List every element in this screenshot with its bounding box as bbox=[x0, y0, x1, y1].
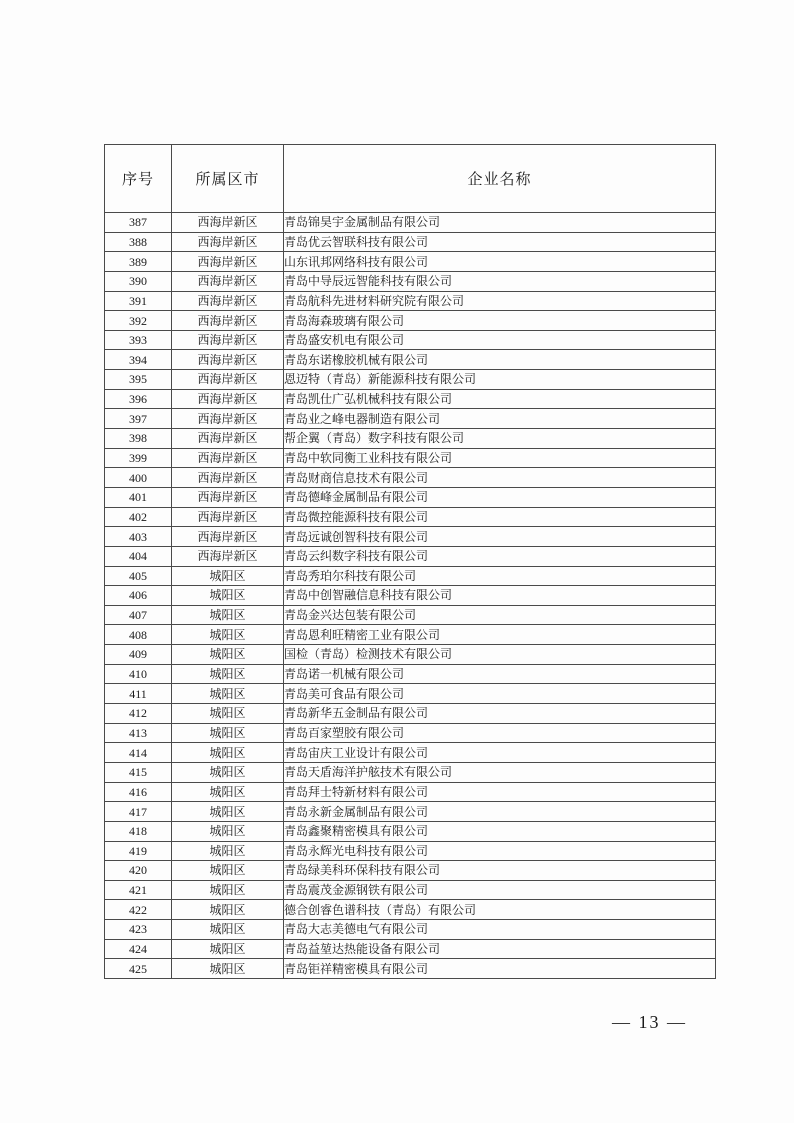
table-row bbox=[105, 468, 716, 488]
row-serial-number: 418 bbox=[105, 821, 172, 841]
table-row bbox=[105, 939, 716, 959]
row-company-name: 青岛宙庆工业设计有限公司 bbox=[284, 743, 716, 763]
row-company-name: 青岛大志美德电气有限公司 bbox=[284, 920, 716, 940]
header-company-name: 企业名称 bbox=[284, 145, 716, 213]
row-company-name: 山东讯邦网络科技有限公司 bbox=[284, 252, 716, 272]
row-company-name: 德合创睿色谱科技（青岛）有限公司 bbox=[284, 900, 716, 920]
row-serial-number: 398 bbox=[105, 429, 172, 449]
row-serial-number: 421 bbox=[105, 880, 172, 900]
row-district: 城阳区 bbox=[172, 645, 284, 665]
row-serial-number: 399 bbox=[105, 448, 172, 468]
table-row bbox=[105, 507, 716, 527]
row-serial-number: 408 bbox=[105, 625, 172, 645]
row-district: 城阳区 bbox=[172, 920, 284, 940]
table-row bbox=[105, 586, 716, 606]
row-district: 西海岸新区 bbox=[172, 546, 284, 566]
row-company-name: 青岛永辉光电科技有限公司 bbox=[284, 841, 716, 861]
row-district: 西海岸新区 bbox=[172, 252, 284, 272]
table-row bbox=[105, 409, 716, 429]
table-row bbox=[105, 487, 716, 507]
table-row bbox=[105, 350, 716, 370]
row-company-name: 青岛绿美科环保科技有限公司 bbox=[284, 861, 716, 881]
enterprise-table bbox=[104, 144, 716, 979]
table-row bbox=[105, 389, 716, 409]
row-company-name: 青岛云纠数字科技有限公司 bbox=[284, 546, 716, 566]
row-district: 城阳区 bbox=[172, 586, 284, 606]
row-company-name: 青岛震茂金源钢铁有限公司 bbox=[284, 880, 716, 900]
table-row bbox=[105, 900, 716, 920]
row-district: 西海岸新区 bbox=[172, 487, 284, 507]
row-district: 西海岸新区 bbox=[172, 271, 284, 291]
row-serial-number: 420 bbox=[105, 861, 172, 881]
table-row bbox=[105, 684, 716, 704]
table-row bbox=[105, 664, 716, 684]
table-row bbox=[105, 546, 716, 566]
table-row bbox=[105, 743, 716, 763]
table-row bbox=[105, 861, 716, 881]
row-company-name: 青岛中软同衡工业科技有限公司 bbox=[284, 448, 716, 468]
table-row bbox=[105, 311, 716, 331]
row-company-name: 青岛钜祥精密模具有限公司 bbox=[284, 959, 716, 979]
row-serial-number: 410 bbox=[105, 664, 172, 684]
row-serial-number: 423 bbox=[105, 920, 172, 940]
row-serial-number: 411 bbox=[105, 684, 172, 704]
table-row bbox=[105, 802, 716, 822]
row-district: 城阳区 bbox=[172, 841, 284, 861]
row-company-name: 青岛秀珀尔科技有限公司 bbox=[284, 566, 716, 586]
row-serial-number: 404 bbox=[105, 546, 172, 566]
row-district: 城阳区 bbox=[172, 821, 284, 841]
row-serial-number: 390 bbox=[105, 271, 172, 291]
row-company-name: 青岛拜士特新材料有限公司 bbox=[284, 782, 716, 802]
table-row bbox=[105, 821, 716, 841]
table-body bbox=[105, 213, 716, 979]
table-row bbox=[105, 723, 716, 743]
table-row bbox=[105, 213, 716, 233]
row-company-name: 青岛天盾海洋护舷技术有限公司 bbox=[284, 762, 716, 782]
row-company-name: 青岛业之峰电器制造有限公司 bbox=[284, 409, 716, 429]
table-row bbox=[105, 762, 716, 782]
row-serial-number: 396 bbox=[105, 389, 172, 409]
row-district: 城阳区 bbox=[172, 684, 284, 704]
row-district: 城阳区 bbox=[172, 861, 284, 881]
table-row bbox=[105, 252, 716, 272]
row-district: 西海岸新区 bbox=[172, 232, 284, 252]
row-company-name: 青岛德峰金属制品有限公司 bbox=[284, 487, 716, 507]
row-serial-number: 415 bbox=[105, 762, 172, 782]
row-district: 城阳区 bbox=[172, 900, 284, 920]
row-company-name: 青岛盛安机电有限公司 bbox=[284, 330, 716, 350]
row-serial-number: 413 bbox=[105, 723, 172, 743]
row-serial-number: 392 bbox=[105, 311, 172, 331]
header-serial-number: 序号 bbox=[105, 145, 172, 213]
row-company-name: 青岛美可食品有限公司 bbox=[284, 684, 716, 704]
row-district: 西海岸新区 bbox=[172, 330, 284, 350]
row-company-name: 青岛锦昊宇金属制品有限公司 bbox=[284, 213, 716, 233]
row-company-name: 青岛优云智联科技有限公司 bbox=[284, 232, 716, 252]
row-company-name: 国检（青岛）检测技术有限公司 bbox=[284, 645, 716, 665]
table-row bbox=[105, 232, 716, 252]
row-district: 西海岸新区 bbox=[172, 409, 284, 429]
row-district: 城阳区 bbox=[172, 939, 284, 959]
row-serial-number: 393 bbox=[105, 330, 172, 350]
row-district: 西海岸新区 bbox=[172, 429, 284, 449]
table-row bbox=[105, 527, 716, 547]
row-serial-number: 394 bbox=[105, 350, 172, 370]
row-serial-number: 414 bbox=[105, 743, 172, 763]
row-company-name: 青岛远诚创智科技有限公司 bbox=[284, 527, 716, 547]
row-company-name: 青岛益堃达热能设备有限公司 bbox=[284, 939, 716, 959]
row-district: 城阳区 bbox=[172, 782, 284, 802]
table-row bbox=[105, 429, 716, 449]
row-district: 城阳区 bbox=[172, 625, 284, 645]
table-row bbox=[105, 625, 716, 645]
row-company-name: 青岛金兴达包装有限公司 bbox=[284, 605, 716, 625]
row-company-name: 青岛海森玻璃有限公司 bbox=[284, 311, 716, 331]
table-row bbox=[105, 566, 716, 586]
table-row bbox=[105, 959, 716, 979]
table-row bbox=[105, 330, 716, 350]
row-serial-number: 395 bbox=[105, 370, 172, 390]
table-row bbox=[105, 291, 716, 311]
row-district: 城阳区 bbox=[172, 605, 284, 625]
row-serial-number: 417 bbox=[105, 802, 172, 822]
row-district: 城阳区 bbox=[172, 880, 284, 900]
row-district: 西海岸新区 bbox=[172, 389, 284, 409]
table-row bbox=[105, 880, 716, 900]
row-serial-number: 419 bbox=[105, 841, 172, 861]
row-district: 西海岸新区 bbox=[172, 507, 284, 527]
row-serial-number: 403 bbox=[105, 527, 172, 547]
row-company-name: 青岛财商信息技术有限公司 bbox=[284, 468, 716, 488]
header-district: 所属区市 bbox=[172, 145, 284, 213]
row-serial-number: 405 bbox=[105, 566, 172, 586]
row-district: 城阳区 bbox=[172, 762, 284, 782]
row-district: 西海岸新区 bbox=[172, 468, 284, 488]
row-company-name: 青岛中导辰远智能科技有限公司 bbox=[284, 271, 716, 291]
row-district: 城阳区 bbox=[172, 802, 284, 822]
row-company-name: 青岛航科先进材料研究院有限公司 bbox=[284, 291, 716, 311]
row-district: 城阳区 bbox=[172, 959, 284, 979]
row-serial-number: 407 bbox=[105, 605, 172, 625]
row-serial-number: 401 bbox=[105, 487, 172, 507]
table-row bbox=[105, 605, 716, 625]
row-district: 西海岸新区 bbox=[172, 370, 284, 390]
table-row bbox=[105, 704, 716, 724]
row-district: 西海岸新区 bbox=[172, 527, 284, 547]
row-serial-number: 422 bbox=[105, 900, 172, 920]
table-row bbox=[105, 271, 716, 291]
row-company-name: 恩迈特（青岛）新能源科技有限公司 bbox=[284, 370, 716, 390]
row-district: 城阳区 bbox=[172, 566, 284, 586]
row-serial-number: 389 bbox=[105, 252, 172, 272]
row-district: 西海岸新区 bbox=[172, 291, 284, 311]
row-company-name: 青岛百家塑胶有限公司 bbox=[284, 723, 716, 743]
row-company-name: 青岛凯仕广弘机械科技有限公司 bbox=[284, 389, 716, 409]
row-serial-number: 416 bbox=[105, 782, 172, 802]
row-serial-number: 425 bbox=[105, 959, 172, 979]
row-serial-number: 391 bbox=[105, 291, 172, 311]
row-district: 西海岸新区 bbox=[172, 311, 284, 331]
row-serial-number: 406 bbox=[105, 586, 172, 606]
page-number: — 13 — bbox=[612, 1012, 687, 1032]
row-company-name: 青岛鑫聚精密模具有限公司 bbox=[284, 821, 716, 841]
table-row bbox=[105, 841, 716, 861]
row-district: 西海岸新区 bbox=[172, 448, 284, 468]
row-company-name: 青岛恩利旺精密工业有限公司 bbox=[284, 625, 716, 645]
row-serial-number: 400 bbox=[105, 468, 172, 488]
table-row bbox=[105, 920, 716, 940]
row-company-name: 青岛诺一机械有限公司 bbox=[284, 664, 716, 684]
table-row bbox=[105, 448, 716, 468]
row-serial-number: 424 bbox=[105, 939, 172, 959]
row-district: 城阳区 bbox=[172, 723, 284, 743]
row-company-name: 青岛东诺橡胶机械有限公司 bbox=[284, 350, 716, 370]
table-row bbox=[105, 645, 716, 665]
row-company-name: 青岛微控能源科技有限公司 bbox=[284, 507, 716, 527]
row-district: 城阳区 bbox=[172, 743, 284, 763]
row-company-name: 青岛新华五金制品有限公司 bbox=[284, 704, 716, 724]
table-row bbox=[105, 370, 716, 390]
row-district: 西海岸新区 bbox=[172, 350, 284, 370]
row-serial-number: 387 bbox=[105, 213, 172, 233]
row-company-name: 青岛永新金属制品有限公司 bbox=[284, 802, 716, 822]
row-district: 西海岸新区 bbox=[172, 213, 284, 233]
row-serial-number: 402 bbox=[105, 507, 172, 527]
table-header-row bbox=[105, 145, 716, 213]
table-row bbox=[105, 782, 716, 802]
row-company-name: 青岛中创智融信息科技有限公司 bbox=[284, 586, 716, 606]
row-serial-number: 397 bbox=[105, 409, 172, 429]
row-district: 城阳区 bbox=[172, 704, 284, 724]
row-company-name: 帮企翼（青岛）数字科技有限公司 bbox=[284, 429, 716, 449]
row-serial-number: 409 bbox=[105, 645, 172, 665]
row-district: 城阳区 bbox=[172, 664, 284, 684]
row-serial-number: 388 bbox=[105, 232, 172, 252]
row-serial-number: 412 bbox=[105, 704, 172, 724]
